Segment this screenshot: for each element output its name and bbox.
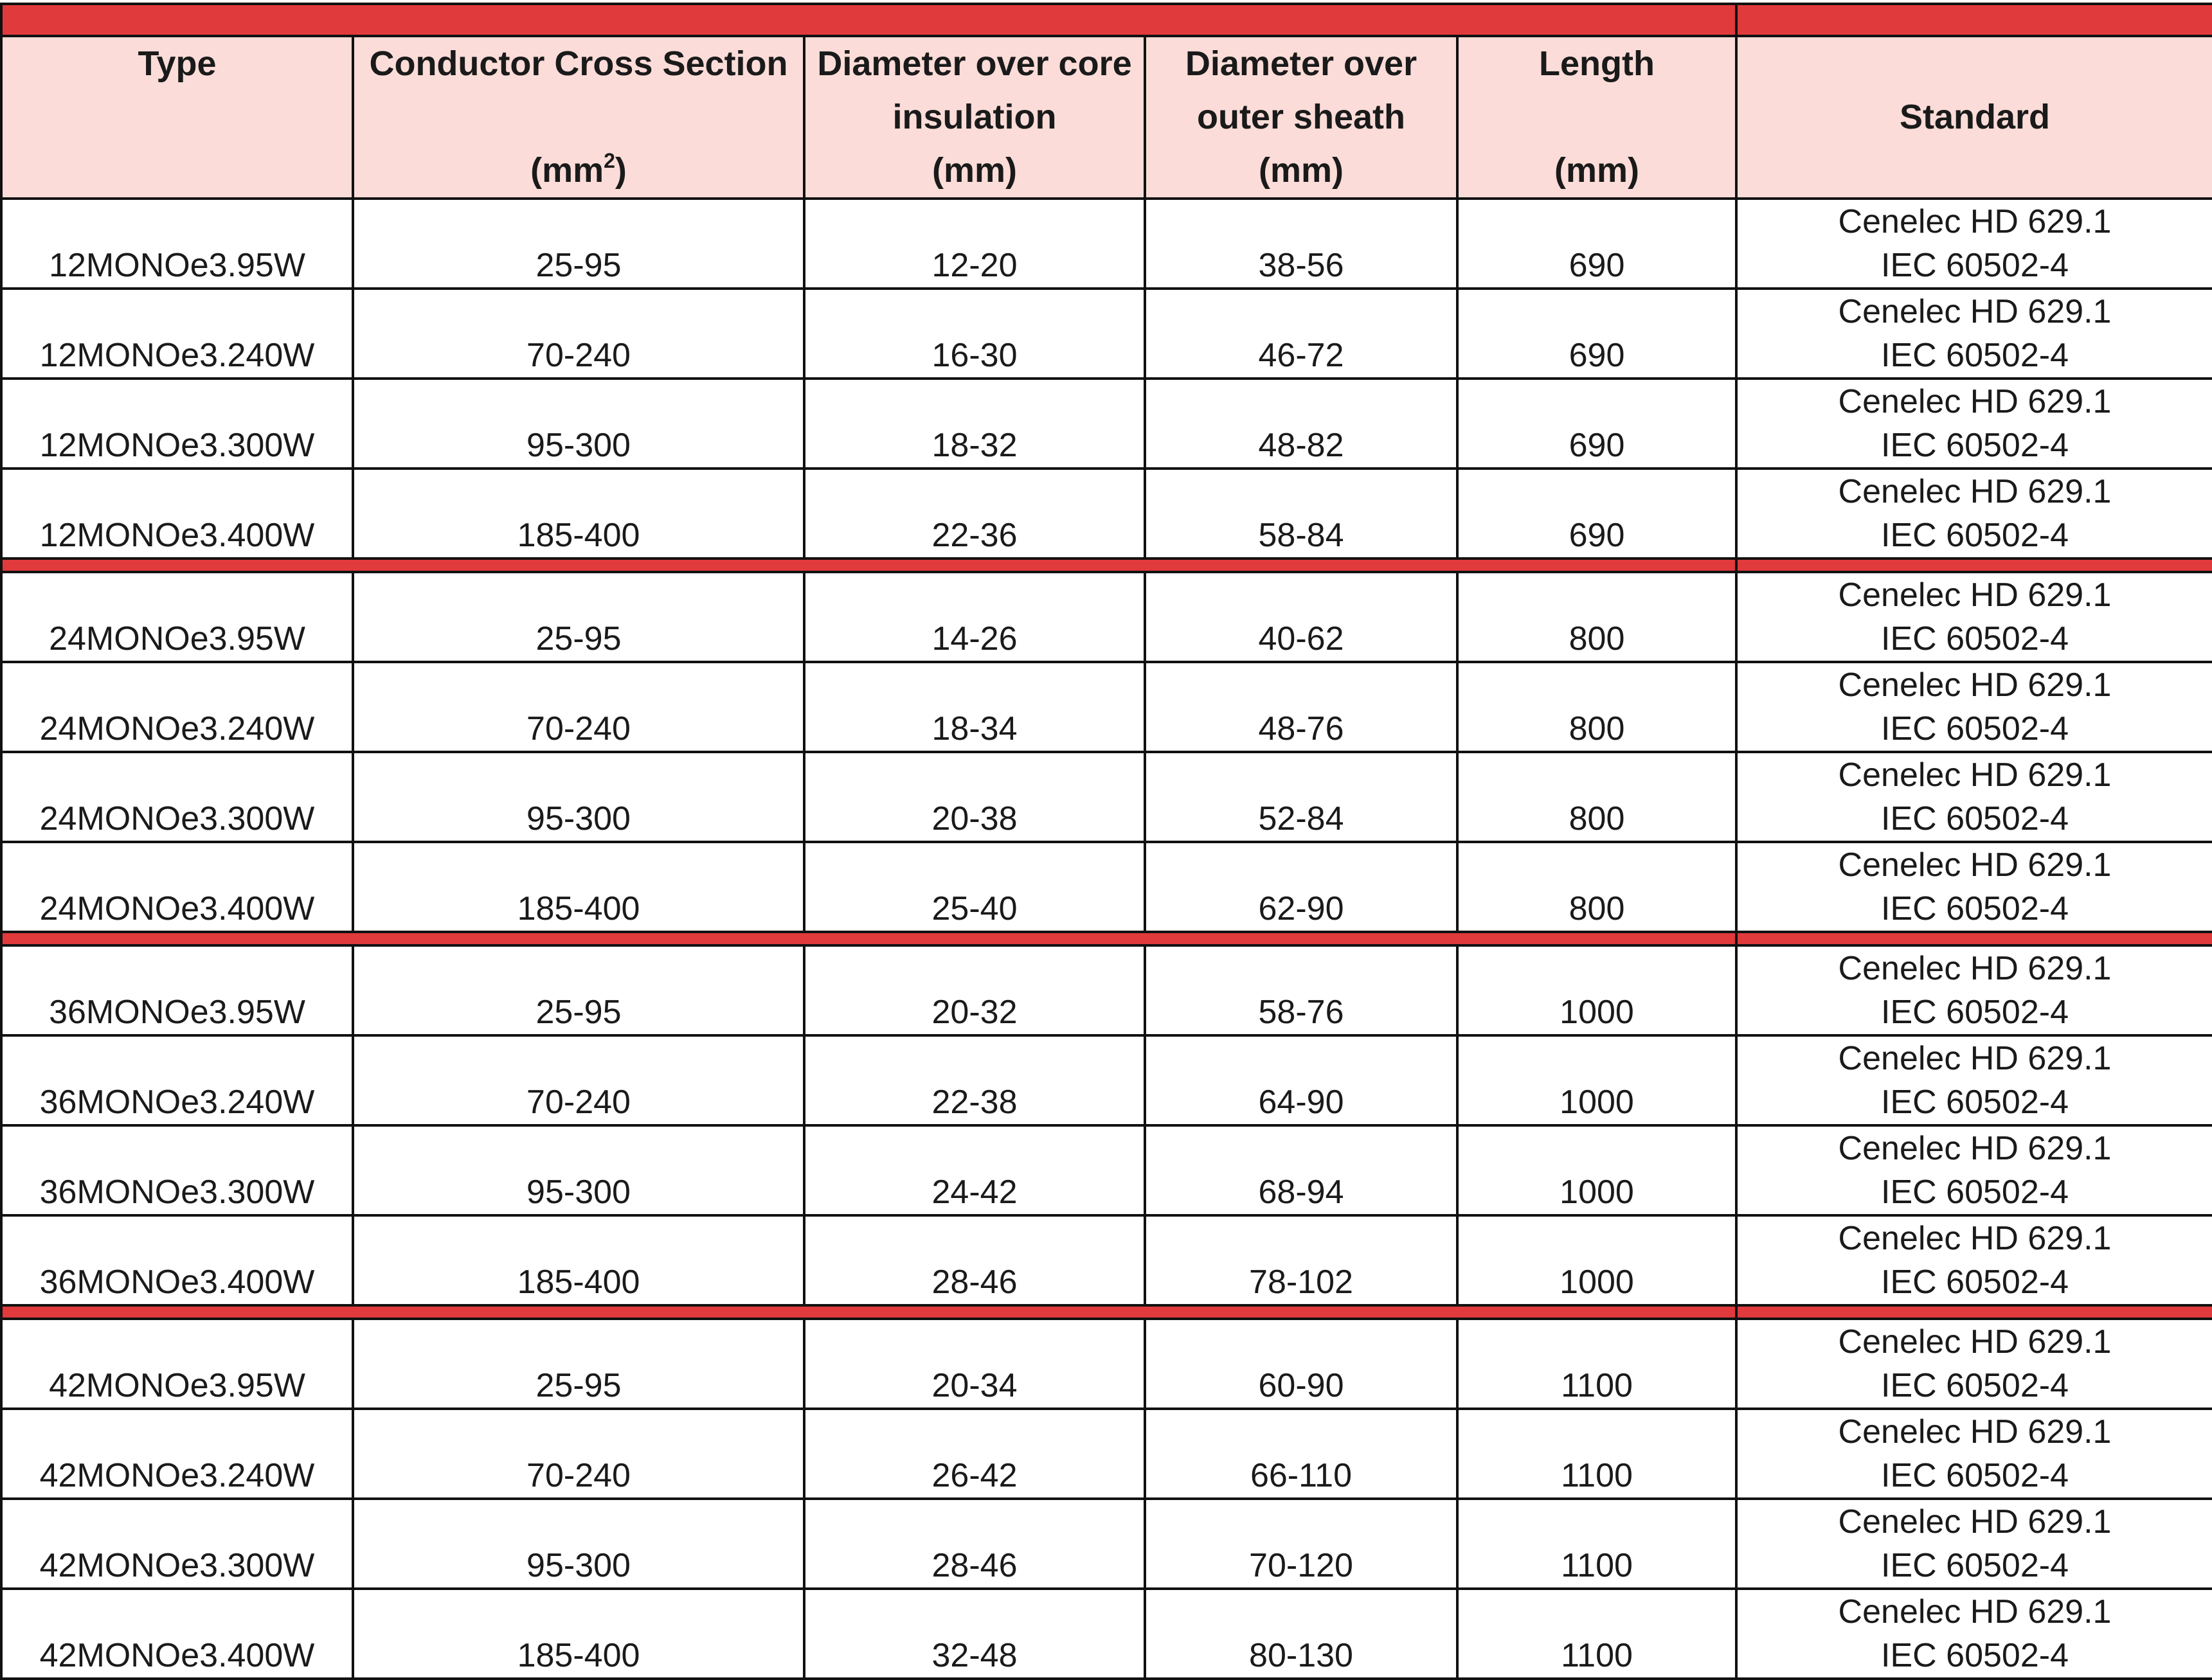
table-row: [1, 1409, 2212, 1499]
standard-line-1: Cenelec HD 629.1: [1838, 1503, 2112, 1541]
table-row: [1, 572, 2212, 662]
table-row: [1, 1215, 2212, 1305]
table-row: [1, 1035, 2212, 1125]
cell-length: 1100: [1457, 1499, 1736, 1589]
header-length-unit: (mm): [1554, 151, 1639, 190]
standard-line-2: IEC 60502-4: [1881, 247, 2069, 284]
header-sheath-title-1: Diameter over: [1185, 44, 1417, 83]
cell-length: 1000: [1457, 1215, 1736, 1305]
cell-length: 800: [1457, 842, 1736, 932]
header-type: [1, 36, 353, 199]
standard-line-1: Cenelec HD 629.1: [1838, 293, 2112, 330]
cell-conductor-section: 95-300: [353, 379, 804, 469]
red-bar-segment: [1736, 932, 2212, 945]
standard-line-2: IEC 60502-4: [1881, 337, 2069, 374]
cell-sheath-diameter: 58-84: [1145, 469, 1457, 559]
cell-core-diameter: 18-32: [804, 379, 1145, 469]
table-row: [1, 1589, 2212, 1679]
table-row: [1, 945, 2212, 1035]
cell-length: 1000: [1457, 1035, 1736, 1125]
cell-length: 1000: [1457, 1125, 1736, 1215]
cell-type: 42MONOe3.400W: [1, 1589, 353, 1679]
cell-core-diameter: 25-40: [804, 842, 1145, 932]
group-separator: [1, 559, 2212, 572]
cell-core-diameter: 20-32: [804, 945, 1145, 1035]
table-row: [1, 1319, 2212, 1409]
cell-conductor-section: 185-400: [353, 1589, 804, 1679]
table-row: [1, 469, 2212, 559]
cell-sheath-diameter: 48-76: [1145, 662, 1457, 752]
unit-superscript: 2: [604, 149, 615, 172]
cell-sheath-diameter: 70-120: [1145, 1499, 1457, 1589]
cell-conductor-section: 25-95: [353, 945, 804, 1035]
standard-line-2: IEC 60502-4: [1881, 620, 2069, 657]
cell-standard: [1736, 1319, 2212, 1409]
table-row: [1, 752, 2212, 842]
cell-sheath-diameter: 60-90: [1145, 1319, 1457, 1409]
cell-type: 42MONOe3.300W: [1, 1499, 353, 1589]
cell-standard: [1736, 469, 2212, 559]
header-conductor-section: [353, 36, 804, 199]
cell-sheath-diameter: 58-76: [1145, 945, 1457, 1035]
standard-line-1: Cenelec HD 629.1: [1838, 203, 2112, 240]
cell-sheath-diameter: 66-110: [1145, 1409, 1457, 1499]
cell-length: 800: [1457, 752, 1736, 842]
red-bar-segment: [1736, 559, 2212, 572]
standard-line-1: Cenelec HD 629.1: [1838, 1220, 2112, 1257]
table-row: [1, 662, 2212, 752]
spec-table: [0, 3, 2212, 1680]
standard-line-2: IEC 60502-4: [1881, 517, 2069, 554]
cell-sheath-diameter: 78-102: [1145, 1215, 1457, 1305]
standard-line-1: Cenelec HD 629.1: [1838, 576, 2112, 614]
standard-line-1: Cenelec HD 629.1: [1838, 383, 2112, 420]
cell-sheath-diameter: 46-72: [1145, 289, 1457, 379]
standard-line-2: IEC 60502-4: [1881, 890, 2069, 927]
standard-line-2: IEC 60502-4: [1881, 427, 2069, 464]
standard-line-2: IEC 60502-4: [1881, 1084, 2069, 1121]
group-separator: [1, 1305, 2212, 1319]
standard-line-2: IEC 60502-4: [1881, 1174, 2069, 1211]
cell-sheath-diameter: 48-82: [1145, 379, 1457, 469]
header-core-diameter: [804, 36, 1145, 199]
cell-core-diameter: 20-38: [804, 752, 1145, 842]
standard-line-2: IEC 60502-4: [1881, 1457, 2069, 1494]
cell-core-diameter: 26-42: [804, 1409, 1145, 1499]
cell-core-diameter: 32-48: [804, 1589, 1145, 1679]
cell-type: 24MONOe3.400W: [1, 842, 353, 932]
cell-type: 12MONOe3.400W: [1, 469, 353, 559]
cell-standard: [1736, 752, 2212, 842]
standard-line-2: IEC 60502-4: [1881, 800, 2069, 837]
red-bar-segment: [1, 559, 1736, 572]
cell-conductor-section: 25-95: [353, 199, 804, 289]
cell-conductor-section: 25-95: [353, 1319, 804, 1409]
cell-standard: [1736, 1215, 2212, 1305]
standard-line-1: Cenelec HD 629.1: [1838, 950, 2112, 987]
standard-line-1: Cenelec HD 629.1: [1838, 666, 2112, 704]
cell-core-diameter: 28-46: [804, 1499, 1145, 1589]
cell-conductor-section: 70-240: [353, 1409, 804, 1499]
cell-standard: [1736, 572, 2212, 662]
standard-line-1: Cenelec HD 629.1: [1838, 1130, 2112, 1167]
cell-core-diameter: 16-30: [804, 289, 1145, 379]
cell-core-diameter: 28-46: [804, 1215, 1145, 1305]
standard-line-2: IEC 60502-4: [1881, 1264, 2069, 1301]
table-row: [1, 289, 2212, 379]
header-conductor-title: Conductor Cross Section: [369, 44, 788, 83]
cell-conductor-section: 95-300: [353, 1499, 804, 1589]
cell-type: 36MONOe3.400W: [1, 1215, 353, 1305]
cell-standard: [1736, 1499, 2212, 1589]
cell-conductor-section: 70-240: [353, 1035, 804, 1125]
header-length-title: Length: [1539, 44, 1655, 83]
standard-line-1: Cenelec HD 629.1: [1838, 756, 2112, 794]
cell-type: 36MONOe3.240W: [1, 1035, 353, 1125]
cell-conductor-section: 95-300: [353, 1125, 804, 1215]
cell-type: 12MONOe3.240W: [1, 289, 353, 379]
cell-conductor-section: 185-400: [353, 1215, 804, 1305]
header-length: [1457, 36, 1736, 199]
cell-core-diameter: 22-36: [804, 469, 1145, 559]
cell-conductor-section: 185-400: [353, 469, 804, 559]
cell-type: 36MONOe3.95W: [1, 945, 353, 1035]
cell-length: 690: [1457, 199, 1736, 289]
table-row: [1, 379, 2212, 469]
red-bar-segment: [1, 1305, 1736, 1319]
header-type-label: Type: [138, 44, 217, 83]
cell-core-diameter: 14-26: [804, 572, 1145, 662]
cell-type: 42MONOe3.95W: [1, 1319, 353, 1409]
cell-core-diameter: 20-34: [804, 1319, 1145, 1409]
standard-line-1: Cenelec HD 629.1: [1838, 473, 2112, 510]
red-bar-segment: [1, 4, 1736, 36]
cell-core-diameter: 12-20: [804, 199, 1145, 289]
cell-standard: [1736, 1409, 2212, 1499]
cell-standard: [1736, 1125, 2212, 1215]
cell-sheath-diameter: 62-90: [1145, 842, 1457, 932]
standard-line-2: IEC 60502-4: [1881, 994, 2069, 1031]
header-standard: [1736, 36, 2212, 199]
header-core-title-1: Diameter over core: [817, 44, 1132, 83]
header-sheath-title-2: outer sheath: [1196, 98, 1406, 136]
table-row: [1, 1125, 2212, 1215]
cell-standard: [1736, 199, 2212, 289]
cell-standard: [1736, 842, 2212, 932]
cell-sheath-diameter: 38-56: [1145, 199, 1457, 289]
cell-type: 24MONOe3.300W: [1, 752, 353, 842]
cell-core-diameter: 22-38: [804, 1035, 1145, 1125]
table-row: [1, 842, 2212, 932]
table-row: [1, 1499, 2212, 1589]
cell-conductor-section: 185-400: [353, 842, 804, 932]
header-sheath-diameter: [1145, 36, 1457, 199]
standard-line-1: Cenelec HD 629.1: [1838, 1323, 2112, 1361]
cell-sheath-diameter: 52-84: [1145, 752, 1457, 842]
group-separator: [1, 932, 2212, 945]
cell-conductor-section: 95-300: [353, 752, 804, 842]
cell-length: 800: [1457, 572, 1736, 662]
standard-line-2: IEC 60502-4: [1881, 1637, 2069, 1674]
cell-core-diameter: 18-34: [804, 662, 1145, 752]
cell-length: 1100: [1457, 1409, 1736, 1499]
cell-type: 12MONOe3.300W: [1, 379, 353, 469]
cell-type: 24MONOe3.240W: [1, 662, 353, 752]
cell-conductor-section: 70-240: [353, 662, 804, 752]
red-bar-segment: [1, 932, 1736, 945]
red-bar-segment: [1736, 4, 2212, 36]
cell-length: 690: [1457, 289, 1736, 379]
cell-type: 12MONOe3.95W: [1, 199, 353, 289]
header-core-unit: (mm): [932, 151, 1017, 190]
header-core-title-2: insulation: [892, 98, 1057, 136]
cell-core-diameter: 24-42: [804, 1125, 1145, 1215]
cell-length: 690: [1457, 469, 1736, 559]
cell-standard: [1736, 289, 2212, 379]
cell-standard: [1736, 1589, 2212, 1679]
header-conductor-unit: $(mm^2)$: [530, 149, 627, 190]
top-red-bar: [1, 4, 2212, 36]
spec-table-body: [1, 4, 2212, 1679]
cell-standard: [1736, 662, 2212, 752]
cell-length: 690: [1457, 379, 1736, 469]
standard-line-2: IEC 60502-4: [1881, 1547, 2069, 1584]
standard-line-1: Cenelec HD 629.1: [1838, 1593, 2112, 1631]
cell-sheath-diameter: 64-90: [1145, 1035, 1457, 1125]
standard-line-1: Cenelec HD 629.1: [1838, 1040, 2112, 1077]
cell-length: 1000: [1457, 945, 1736, 1035]
standard-line-1: Cenelec HD 629.1: [1838, 846, 2112, 884]
standard-line-2: IEC 60502-4: [1881, 710, 2069, 747]
cell-type: 36MONOe3.300W: [1, 1125, 353, 1215]
cell-length: 1100: [1457, 1319, 1736, 1409]
cell-type: 24MONOe3.95W: [1, 572, 353, 662]
header-standard-label: Standard: [1899, 98, 2051, 136]
cell-length: 1100: [1457, 1589, 1736, 1679]
header-row: [1, 36, 2212, 199]
cell-length: 800: [1457, 662, 1736, 752]
cell-standard: [1736, 945, 2212, 1035]
cell-type: 42MONOe3.240W: [1, 1409, 353, 1499]
header-sheath-unit: (mm): [1259, 151, 1344, 190]
standard-line-1: Cenelec HD 629.1: [1838, 1413, 2112, 1451]
cell-conductor-section: 25-95: [353, 572, 804, 662]
cell-standard: [1736, 379, 2212, 469]
cell-sheath-diameter: 40-62: [1145, 572, 1457, 662]
cell-sheath-diameter: 68-94: [1145, 1125, 1457, 1215]
cell-standard: [1736, 1035, 2212, 1125]
cell-sheath-diameter: 80-130: [1145, 1589, 1457, 1679]
cell-conductor-section: 70-240: [353, 289, 804, 379]
table-row: [1, 199, 2212, 289]
red-bar-segment: [1736, 1305, 2212, 1319]
standard-line-2: IEC 60502-4: [1881, 1367, 2069, 1404]
